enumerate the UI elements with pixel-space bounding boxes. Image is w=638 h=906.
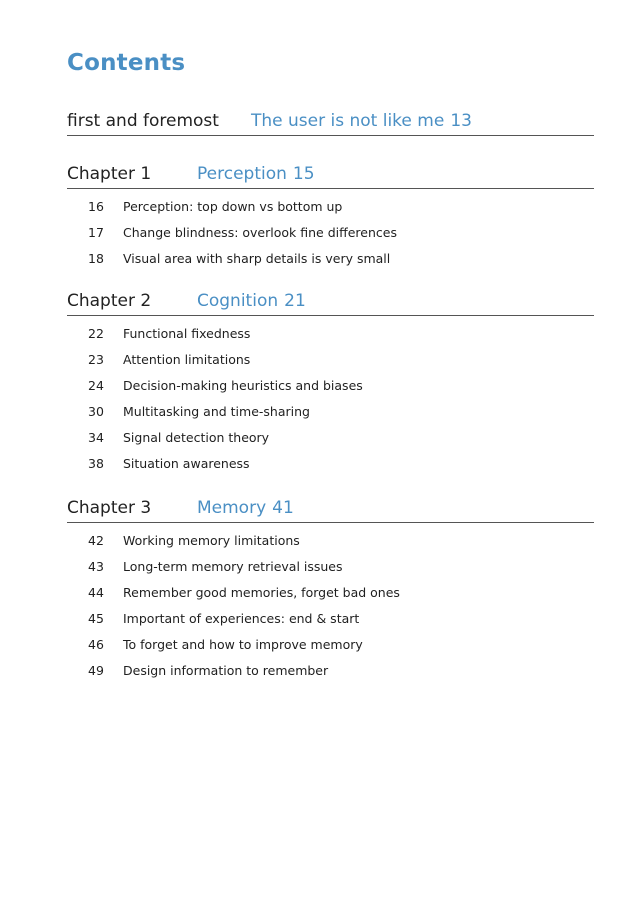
chapter-title-text: Memory — [197, 498, 267, 518]
chapter-title[interactable] — [197, 164, 315, 184]
entry-title: Signal detection theory — [123, 430, 270, 445]
toc-entry[interactable] — [67, 528, 594, 554]
chapter-header — [67, 285, 594, 316]
page-title: Contents — [67, 50, 186, 76]
chapter-title[interactable] — [197, 498, 294, 518]
entry-title: Visual area with sharp details is very small — [123, 251, 391, 266]
chapter-page-number: 41 — [272, 498, 294, 518]
entry-page-number: 43 — [88, 559, 104, 574]
toc-entry[interactable] — [67, 321, 594, 347]
entry-title: Situation awareness — [123, 456, 250, 471]
chapter-title-text: Cognition — [197, 291, 279, 311]
intro-title[interactable] — [251, 111, 472, 131]
chapter-title-text: Perception — [197, 164, 287, 184]
entry-page-number: 38 — [88, 456, 104, 471]
entry-page-number: 45 — [88, 611, 104, 626]
intro-title-text: The user is not like me — [251, 111, 445, 131]
intro-header — [67, 105, 594, 136]
chapter-section — [67, 285, 594, 477]
entry-page-number: 24 — [88, 378, 104, 393]
chapter-page-number: 21 — [284, 291, 306, 311]
chapter-title[interactable] — [197, 291, 306, 311]
entry-page-number: 44 — [88, 585, 104, 600]
entry-page-number: 18 — [88, 251, 104, 266]
entry-title: Multitasking and time-sharing — [123, 404, 310, 419]
entry-page-number: 49 — [88, 663, 104, 678]
toc-entry[interactable] — [67, 580, 594, 606]
toc-entry[interactable] — [67, 246, 594, 272]
toc-entry[interactable] — [67, 399, 594, 425]
entry-page-number: 23 — [88, 352, 104, 367]
entry-page-number: 30 — [88, 404, 104, 419]
entry-title: To forget and how to improve memory — [123, 637, 363, 652]
entry-title: Perception: top down vs bottom up — [123, 199, 343, 214]
chapter-page-number: 15 — [292, 164, 315, 184]
toc-entry[interactable] — [67, 554, 594, 580]
toc-entry[interactable] — [67, 606, 594, 632]
entry-title: Working memory limitations — [123, 533, 300, 548]
entry-title: Attention limitations — [123, 352, 251, 367]
entry-title: Functional fixedness — [123, 326, 251, 341]
toc-entry[interactable] — [67, 658, 594, 684]
entry-title: Important of experiences: end & start — [123, 611, 360, 626]
chapter-entries — [67, 528, 594, 684]
toc-entry[interactable] — [67, 425, 594, 451]
entry-title: Remember good memories, forget bad ones — [123, 585, 400, 600]
toc-entry[interactable] — [67, 632, 594, 658]
entry-title: Change blindness: overlook fine differences — [123, 225, 397, 240]
chapter-entries — [67, 321, 594, 477]
intro-section — [67, 105, 594, 136]
intro-page-number: 13 — [450, 111, 472, 131]
chapter-label: Chapter 2 — [67, 291, 152, 311]
chapter-label: Chapter 3 — [67, 498, 152, 518]
entry-page-number: 22 — [88, 326, 104, 341]
chapter-header — [67, 158, 594, 189]
toc-entry[interactable] — [67, 373, 594, 399]
entry-page-number: 17 — [88, 225, 104, 240]
entry-title: Long-term memory retrieval issues — [123, 559, 343, 574]
chapter-section — [67, 158, 594, 272]
entry-page-number: 34 — [88, 430, 104, 445]
chapter-label: Chapter 1 — [67, 164, 152, 184]
entry-page-number: 16 — [88, 199, 104, 214]
entry-title: Decision-making heuristics and biases — [123, 378, 363, 393]
chapter-entries — [67, 194, 594, 272]
entry-page-number: 46 — [88, 637, 104, 652]
chapter-section — [67, 492, 594, 684]
toc-entry[interactable] — [67, 194, 594, 220]
entry-title: Design information to remember — [123, 663, 329, 678]
intro-label: first and foremost — [67, 111, 219, 131]
toc-entry[interactable] — [67, 220, 594, 246]
toc-entry[interactable] — [67, 347, 594, 373]
chapter-header — [67, 492, 594, 523]
entry-page-number: 42 — [88, 533, 104, 548]
toc-entry[interactable] — [67, 451, 594, 477]
